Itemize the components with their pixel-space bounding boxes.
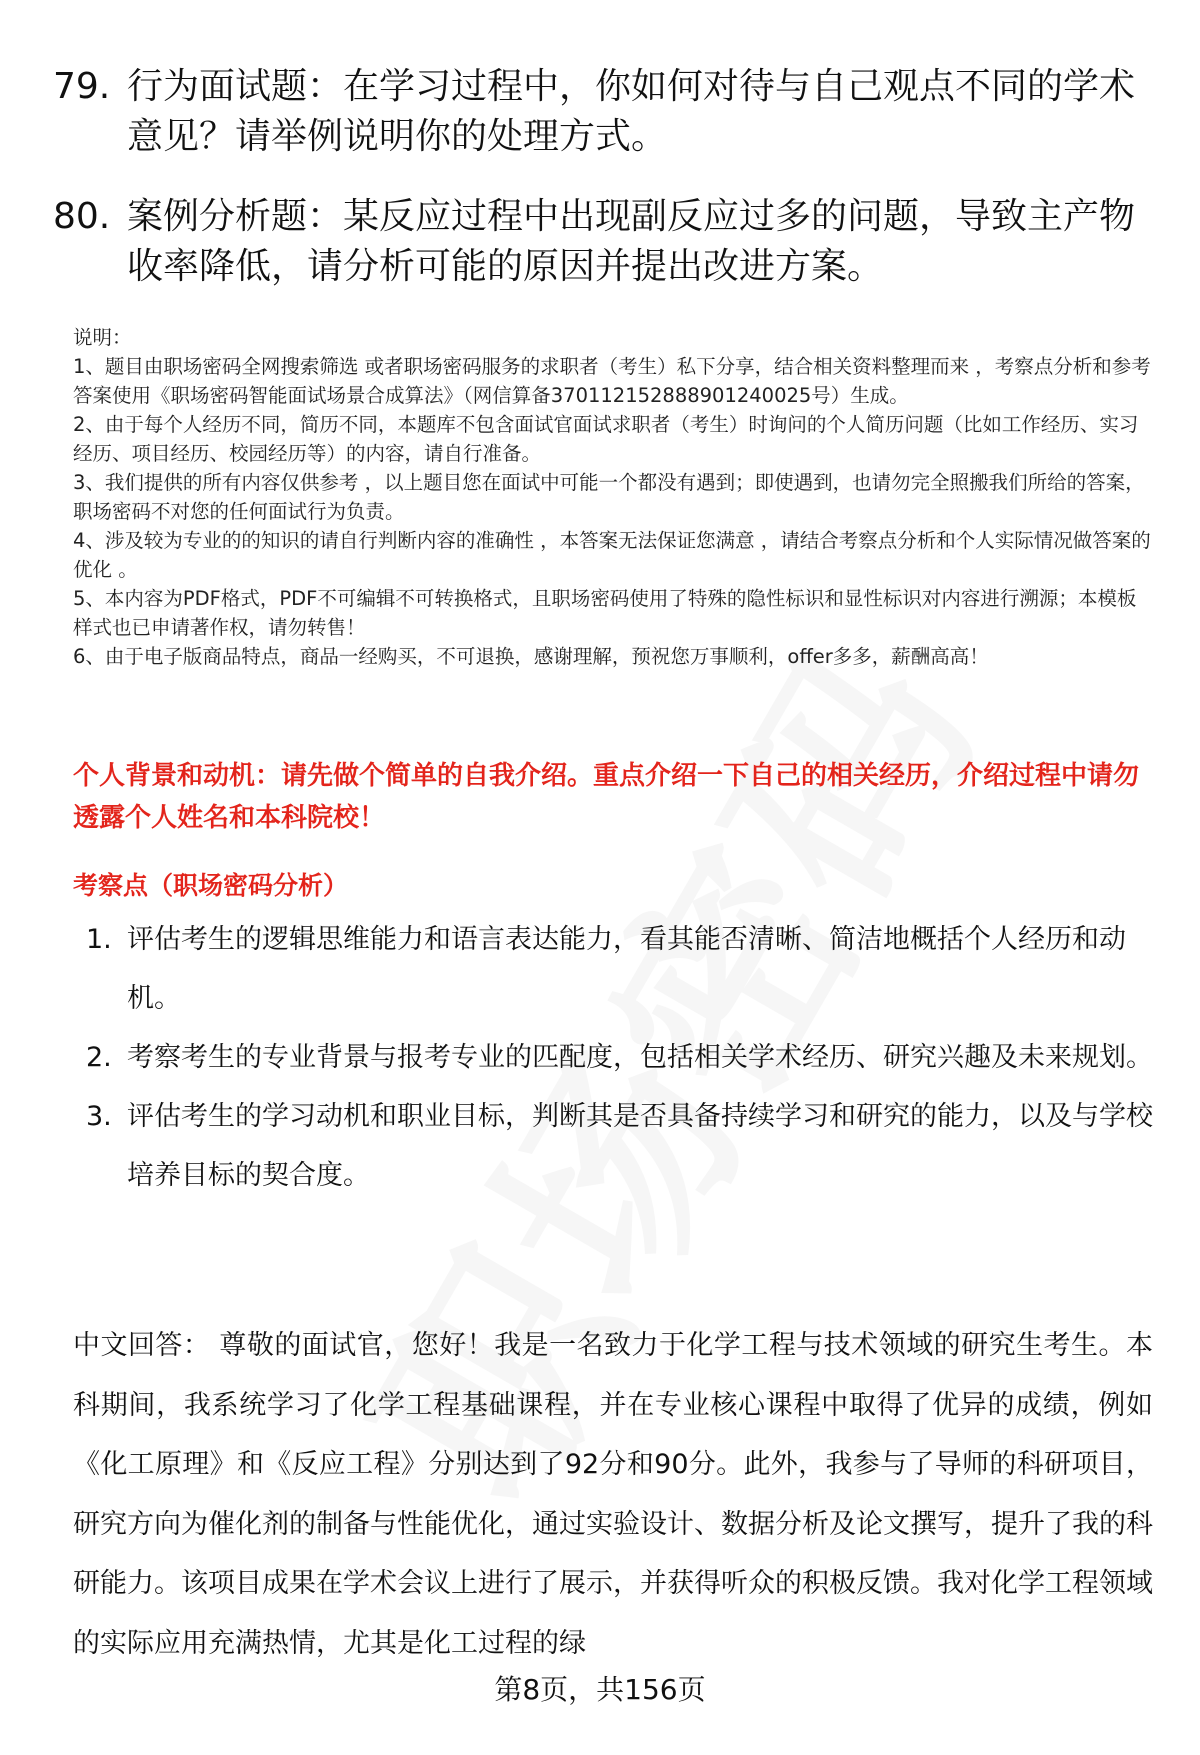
question-80	[53, 192, 1153, 292]
point-text: 评估考生的逻辑思维能力和语言表达能力，看其能否清晰、简洁地概括个人经历和动机。	[127, 924, 1126, 1014]
note-item: 1、题目由职场密码全网搜索筛选 或者职场密码服务的求职者（考生）私下分享，结合相关资料整理而来 ，考察点分析和参考答案使用《职场密码智能面试场景合成算法》（网信算备370112152888901240025号）生成。	[73, 355, 1151, 407]
notes-title: 说明：	[73, 326, 132, 349]
question-text: 案例分析题：某反应过程中出现副反应过多的问题，导致主产物收率降低，请分析可能的原因并提出改进方案。	[127, 196, 1136, 287]
question-heading: 个人背景和动机：请先做个简单的自我介绍。重点介绍一下自己的相关经历，介绍过程中请勿透露个人姓名和本科院校！	[73, 761, 1140, 833]
point-text: 评估考生的学习动机和职业目标，判断其是否具备持续学习和研究的能力，以及与学校培养目标的契合度。	[127, 1101, 1153, 1191]
note-item: 5、本内容为PDF格式，PDF不可编辑不可转换格式，且职场密码使用了特殊的隐性标识和显性标识对内容进行溯源；本模板样式也已申请著作权，请勿转售！	[73, 587, 1137, 639]
page-footer: 第8页，共156页	[494, 1673, 706, 1706]
point-number: 1.	[86, 924, 112, 955]
note-item: 3、我们提供的所有内容仅供参考 ，以上题目您在面试中可能一个都没有遇到；即使遇到，也请勿完全照搬我们所给的答案，职场密码不对您的任何面试行为负责。	[73, 471, 1145, 523]
analysis-point	[86, 1028, 1156, 1087]
point-text: 考察考生的专业背景与报考专业的匹配度，包括相关学术经历、研究兴趣及未来规划。	[127, 1042, 1153, 1073]
question-number: 79.	[53, 66, 111, 107]
point-number: 2.	[86, 1042, 112, 1073]
notes-section	[73, 323, 1153, 671]
analysis-point	[86, 1087, 1156, 1205]
analysis-heading: 考察点（职场密码分析）	[73, 871, 349, 900]
analysis-point	[86, 910, 1156, 1028]
answer-text: 中文回答： 尊敬的面试官，您好！我是一名致力于化学工程与技术领域的研究生考生。本科期间，我系统学习了化学工程基础课程，并在专业核心课程中取得了优异的成绩，例如《化工原理》和《反应工程》分别达到了92分和90分。此外，我参与了导师的科研项目，研究方向为催化剂的制备与性能优化，通过实验设计、数据分析及论文撰写，提升了我的科研能力。该项目成果在学术会议上进行了展示，并获得听众的积极反馈。我对化学工程领域的实际应用充满热情，尤其是化工过程的绿	[73, 1330, 1153, 1659]
question-79	[53, 62, 1153, 162]
note-item: 2、由于每个人经历不同，简历不同，本题库不包含面试官面试求职者（考生）时询问的个人简历问题（比如工作经历、实习经历、项目经历、校园经历等）的内容，请自行准备。	[73, 413, 1139, 465]
analysis-list	[86, 910, 1156, 1205]
point-number: 3.	[86, 1101, 112, 1132]
note-item: 4、涉及较为专业的的知识的请自行判断内容的准确性 ，本答案无法保证您满意 ，请结合考察点分析和个人实际情况做答案的优化 。	[73, 529, 1151, 581]
question-number: 80.	[53, 196, 111, 237]
question-text: 行为面试题：在学习过程中，你如何对待与自己观点不同的学术意见？请举例说明你的处理方式。	[127, 66, 1136, 157]
note-item: 6、由于电子版商品特点，商品一经购买，不可退换，感谢理解，预祝您万事顺利，offer多多，薪酬高高！	[73, 645, 989, 668]
